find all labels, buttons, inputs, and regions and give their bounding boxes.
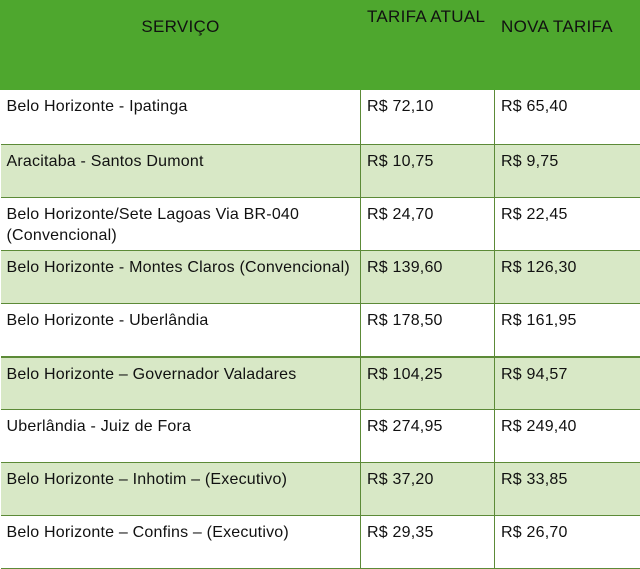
cell-nova-tarifa: R$ 94,57	[495, 357, 640, 410]
table-row	[1, 516, 640, 569]
table-row	[1, 463, 640, 516]
cell-nova-tarifa: R$ 161,95	[495, 304, 640, 357]
header-nova-tarifa: NOVA TARIFA	[495, 1, 640, 90]
cell-servico: Uberlândia - Juiz de Fora	[1, 410, 361, 463]
cell-nova-tarifa: R$ 26,70	[495, 516, 640, 569]
cell-nova-tarifa: R$ 9,75	[495, 145, 640, 198]
cell-tarifa-atual: R$ 178,50	[361, 304, 495, 357]
cell-nova-tarifa: R$ 33,85	[495, 463, 640, 516]
cell-tarifa-atual: R$ 104,25	[361, 357, 495, 410]
cell-nova-tarifa: R$ 249,40	[495, 410, 640, 463]
table-row	[1, 357, 640, 410]
cell-tarifa-atual: R$ 72,10	[361, 90, 495, 145]
cell-tarifa-atual: R$ 274,95	[361, 410, 495, 463]
table-row	[1, 145, 640, 198]
table-row	[1, 90, 640, 145]
cell-servico: Belo Horizonte - Ipatinga	[1, 90, 361, 145]
header-servico: SERVIÇO	[1, 1, 361, 90]
cell-tarifa-atual: R$ 37,20	[361, 463, 495, 516]
table-header-row	[1, 1, 640, 90]
cell-servico: Belo Horizonte - Montes Claros (Convencional)	[1, 251, 361, 304]
cell-servico: Belo Horizonte – Inhotim – (Executivo)	[1, 463, 361, 516]
cell-servico: Belo Horizonte – Governador Valadares	[1, 357, 361, 410]
cell-nova-tarifa: R$ 22,45	[495, 198, 640, 251]
cell-tarifa-atual: R$ 139,60	[361, 251, 495, 304]
cell-nova-tarifa: R$ 65,40	[495, 90, 640, 145]
cell-servico: Aracitaba - Santos Dumont	[1, 145, 361, 198]
cell-servico: Belo Horizonte - Uberlândia	[1, 304, 361, 357]
cell-nova-tarifa: R$ 126,30	[495, 251, 640, 304]
cell-tarifa-atual: R$ 10,75	[361, 145, 495, 198]
cell-tarifa-atual: R$ 24,70	[361, 198, 495, 251]
table-row	[1, 198, 640, 251]
table-row	[1, 410, 640, 463]
table-row	[1, 251, 640, 304]
cell-tarifa-atual: R$ 29,35	[361, 516, 495, 569]
header-tarifa-atual: TARIFA ATUAL	[361, 1, 495, 90]
table-row	[1, 304, 640, 357]
cell-servico: Belo Horizonte/Sete Lagoas Via BR-040 (Convencional)	[1, 198, 361, 251]
cell-servico: Belo Horizonte – Confins – (Executivo)	[1, 516, 361, 569]
